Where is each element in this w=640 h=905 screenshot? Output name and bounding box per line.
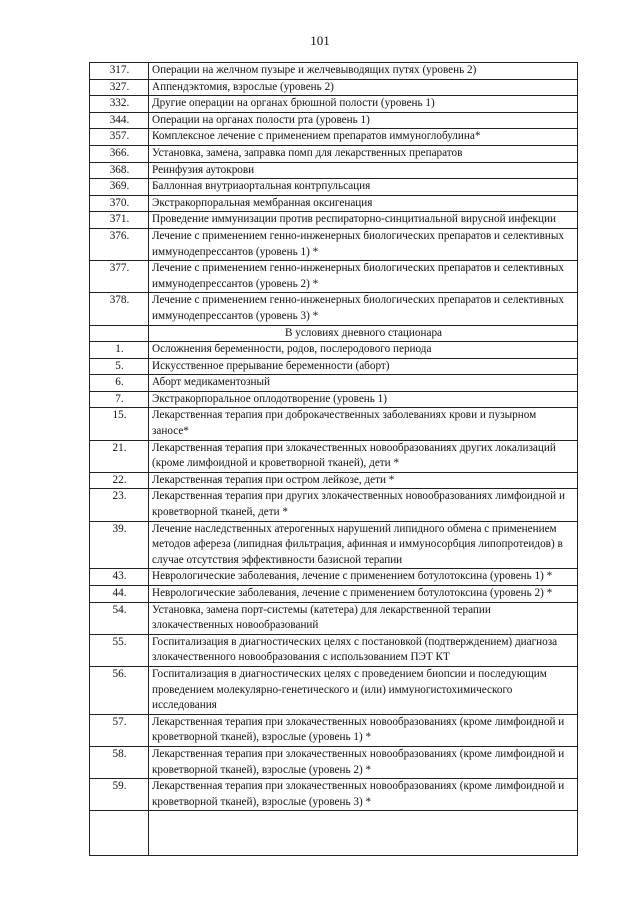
row-description: Лечение с применением генно-инженерных биологических препаратов и селективных иммунодепрессантов (уровень 3) * bbox=[149, 293, 578, 325]
row-description: Другие операции на органах брюшной полости (уровень 1) bbox=[149, 96, 578, 113]
row-number: 357. bbox=[90, 129, 149, 146]
row-description: Лечение с применением генно-инженерных биологических препаратов и селективных иммунодепрессантов (уровень 1) * bbox=[149, 228, 578, 260]
row-number: 23. bbox=[90, 489, 149, 521]
table-row bbox=[90, 666, 578, 714]
row-description: Экстракорпоральная мембранная оксигенация bbox=[149, 195, 578, 212]
empty-row bbox=[90, 811, 578, 856]
table-row bbox=[90, 586, 578, 603]
row-number: 332. bbox=[90, 96, 149, 113]
row-number: 54. bbox=[90, 602, 149, 634]
table-row bbox=[90, 569, 578, 586]
row-number: 368. bbox=[90, 162, 149, 179]
table-row bbox=[90, 112, 578, 129]
row-number: 56. bbox=[90, 666, 149, 714]
row-description: Аппендэктомия, взрослые (уровень 2) bbox=[149, 79, 578, 96]
section-title: В условиях дневного стационара bbox=[149, 325, 578, 342]
table-row bbox=[90, 179, 578, 196]
row-description: Операции на органах полости рта (уровень 1) bbox=[149, 112, 578, 129]
row-description: Баллонная внутриаортальная контрпульсация bbox=[149, 179, 578, 196]
row-number: 44. bbox=[90, 586, 149, 603]
row-number: 378. bbox=[90, 293, 149, 325]
table-row bbox=[90, 129, 578, 146]
services-table bbox=[89, 62, 578, 856]
table-row bbox=[90, 261, 578, 293]
row-number: 22. bbox=[90, 472, 149, 489]
row-description: Установка, замена порт-системы (катетера) для лекарственной терапии злокачественных новообразований bbox=[149, 602, 578, 634]
table-row bbox=[90, 634, 578, 666]
table-row bbox=[90, 342, 578, 359]
row-description: Установка, замена, заправка помп для лекарственных препаратов bbox=[149, 145, 578, 162]
row-description: Экстракорпоральное оплодотворение (уровень 1) bbox=[149, 391, 578, 408]
table-row bbox=[90, 358, 578, 375]
row-description: Лечение с применением генно-инженерных биологических препаратов и селективных иммунодепрессантов (уровень 2) * bbox=[149, 261, 578, 293]
row-description: Лекарственная терапия при других злокачественных новообразованиях лимфоидной и кроветворной тканей, дети * bbox=[149, 489, 578, 521]
row-number: 15. bbox=[90, 408, 149, 440]
row-number: 370. bbox=[90, 195, 149, 212]
table-row bbox=[90, 293, 578, 325]
row-description: Лекарственная терапия при остром лейкозе, дети * bbox=[149, 472, 578, 489]
table-row bbox=[90, 521, 578, 569]
row-number: 59. bbox=[90, 779, 149, 811]
table-row bbox=[90, 746, 578, 778]
row-number: 327. bbox=[90, 79, 149, 96]
row-number: 57. bbox=[90, 714, 149, 746]
row-number: 371. bbox=[90, 212, 149, 229]
row-number: 5. bbox=[90, 358, 149, 375]
table-row bbox=[90, 212, 578, 229]
page-number: 101 bbox=[310, 33, 330, 48]
row-description: Лекарственная терапия при злокачественных новообразованиях других локализаций (кроме лимфоидной и кроветворной тканей), дети * bbox=[149, 440, 578, 472]
section-header-row bbox=[90, 325, 578, 342]
row-description: Неврологические заболевания, лечение с применением ботулотоксина (уровень 2) * bbox=[149, 586, 578, 603]
row-description: Лекарственная терапия при злокачественных новообразованиях (кроме лимфоидной и кроветворной тканей), взрослые (уровень 2) * bbox=[149, 746, 578, 778]
row-number: 369. bbox=[90, 179, 149, 196]
row-description: Лекарственная терапия при доброкачественных заболеваниях крови и пузырном заносе* bbox=[149, 408, 578, 440]
row-number: 317. bbox=[90, 63, 149, 80]
table-row bbox=[90, 145, 578, 162]
row-number: 366. bbox=[90, 145, 149, 162]
row-description: Искусственное прерывание беременности (аборт) bbox=[149, 358, 578, 375]
row-number: 344. bbox=[90, 112, 149, 129]
table-row bbox=[90, 391, 578, 408]
row-number: 21. bbox=[90, 440, 149, 472]
row-description: Операции на желчном пузыре и желчевыводящих путях (уровень 2) bbox=[149, 63, 578, 80]
row-description: Проведение иммунизации против респираторно-синцитиальной вирусной инфекции bbox=[149, 212, 578, 229]
row-number: 39. bbox=[90, 521, 149, 569]
row-description: Лечение наследственных атерогенных нарушений липидного обмена с применением методов афереза (липидная фильтрация, афинная и иммуносорбция липопротеидов) в случае отсутствия эффективности базисной терапии bbox=[149, 521, 578, 569]
row-description: Реинфузия аутокрови bbox=[149, 162, 578, 179]
row-description: Осложнения беременности, родов, послеродового периода bbox=[149, 342, 578, 359]
table-row bbox=[90, 779, 578, 811]
empty-cell bbox=[149, 811, 578, 856]
table-row bbox=[90, 714, 578, 746]
table-row bbox=[90, 195, 578, 212]
row-number: 6. bbox=[90, 375, 149, 392]
table-row bbox=[90, 489, 578, 521]
empty-cell bbox=[90, 811, 149, 856]
table-row bbox=[90, 228, 578, 260]
section-empty-cell bbox=[90, 325, 149, 342]
row-number: 55. bbox=[90, 634, 149, 666]
row-description: Аборт медикаментозный bbox=[149, 375, 578, 392]
table-row bbox=[90, 375, 578, 392]
row-description: Госпитализация в диагностических целях с проведением биопсии и последующим проведением молекулярно-генетического и (или) иммуногистохимического исследования bbox=[149, 666, 578, 714]
row-number: 377. bbox=[90, 261, 149, 293]
table-row bbox=[90, 602, 578, 634]
table-row bbox=[90, 440, 578, 472]
row-description: Лекарственная терапия при злокачественных новообразованиях (кроме лимфоидной и кроветворной тканей), взрослые (уровень 1) * bbox=[149, 714, 578, 746]
row-number: 1. bbox=[90, 342, 149, 359]
row-number: 7. bbox=[90, 391, 149, 408]
table-row bbox=[90, 96, 578, 113]
table-row bbox=[90, 408, 578, 440]
row-description: Лекарственная терапия при злокачественных новообразованиях (кроме лимфоидной и кроветворной тканей), взрослые (уровень 3) * bbox=[149, 779, 578, 811]
row-description: Комплексное лечение с применением препаратов иммуноглобулина* bbox=[149, 129, 578, 146]
row-description: Госпитализация в диагностических целях с постановкой (подтверждением) диагноза злокачественного новообразования с использованием ПЭТ КТ bbox=[149, 634, 578, 666]
table-row bbox=[90, 63, 578, 80]
table-row bbox=[90, 79, 578, 96]
row-description: Неврологические заболевания, лечение с применением ботулотоксина (уровень 1) * bbox=[149, 569, 578, 586]
row-number: 58. bbox=[90, 746, 149, 778]
row-number: 376. bbox=[90, 228, 149, 260]
table-row bbox=[90, 472, 578, 489]
row-number: 43. bbox=[90, 569, 149, 586]
table-row bbox=[90, 162, 578, 179]
